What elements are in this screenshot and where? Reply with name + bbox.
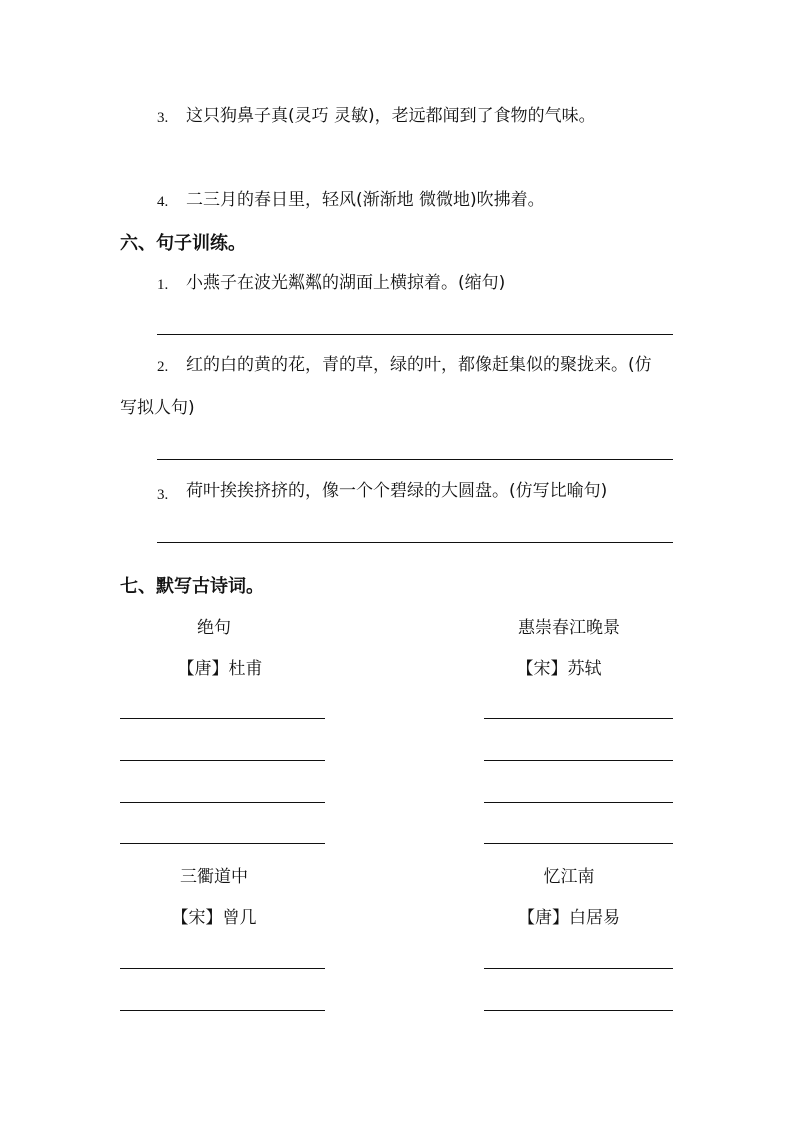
s6-q3-number: 3. [157, 487, 169, 503]
poem-2-line-4[interactable] [484, 843, 673, 844]
poem-3-title: 三衢道中 [180, 867, 248, 887]
s6-q1-text: 小燕子在波光粼粼的湖面上横掠着。(缩句) [186, 273, 506, 293]
poem-3-line-2[interactable] [120, 1010, 325, 1011]
section7-heading: 七、默写古诗词。 [120, 576, 264, 597]
poem-4-author: 【唐】白居易 [518, 908, 620, 928]
s6-q2-number: 2. [157, 359, 169, 375]
poem-4-line-2[interactable] [484, 1010, 673, 1011]
s6-q2-answer-line[interactable] [157, 459, 673, 460]
poem-1-line-3[interactable] [120, 802, 325, 803]
poem-1-line-4[interactable] [120, 843, 325, 844]
poem-2-author: 【宋】苏轼 [516, 659, 602, 679]
poem-1-line-2[interactable] [120, 760, 325, 761]
s6-q3-answer-line[interactable] [157, 542, 673, 543]
poem-2-title: 惠崇春江晚景 [518, 618, 620, 638]
s6-q1-answer-line[interactable] [157, 334, 673, 335]
item-3-text: 这只狗鼻子真(灵巧 灵敏)，老远都闻到了食物的气味。 [186, 106, 596, 126]
poem-3-line-1[interactable] [120, 968, 325, 969]
item-4-number: 4. [157, 194, 169, 210]
poem-1-author: 【唐】杜甫 [177, 659, 263, 679]
s6-q2-text-line2: 写拟人句) [120, 398, 195, 418]
section6-heading: 六、句子训练。 [120, 233, 246, 254]
poem-1-title: 绝句 [197, 618, 231, 638]
poem-2-line-2[interactable] [484, 760, 673, 761]
poem-2-line-3[interactable] [484, 802, 673, 803]
poem-1-line-1[interactable] [120, 718, 325, 719]
s6-q1-number: 1. [157, 277, 169, 293]
poem-3-author: 【宋】曾几 [171, 908, 257, 928]
item-3-number: 3. [157, 110, 169, 126]
s6-q2-text-line1: 红的白的黄的花，青的草，绿的叶，都像赶集似的聚拢来。(仿 [186, 355, 652, 375]
poem-4-line-1[interactable] [484, 968, 673, 969]
s6-q3-text: 荷叶挨挨挤挤的，像一个个碧绿的大圆盘。(仿写比喻句) [186, 481, 608, 501]
poem-4-title: 忆江南 [543, 867, 595, 887]
item-4-text: 二三月的春日里，轻风(渐渐地 微微地)吹拂着。 [186, 190, 545, 210]
poem-2-line-1[interactable] [484, 718, 673, 719]
